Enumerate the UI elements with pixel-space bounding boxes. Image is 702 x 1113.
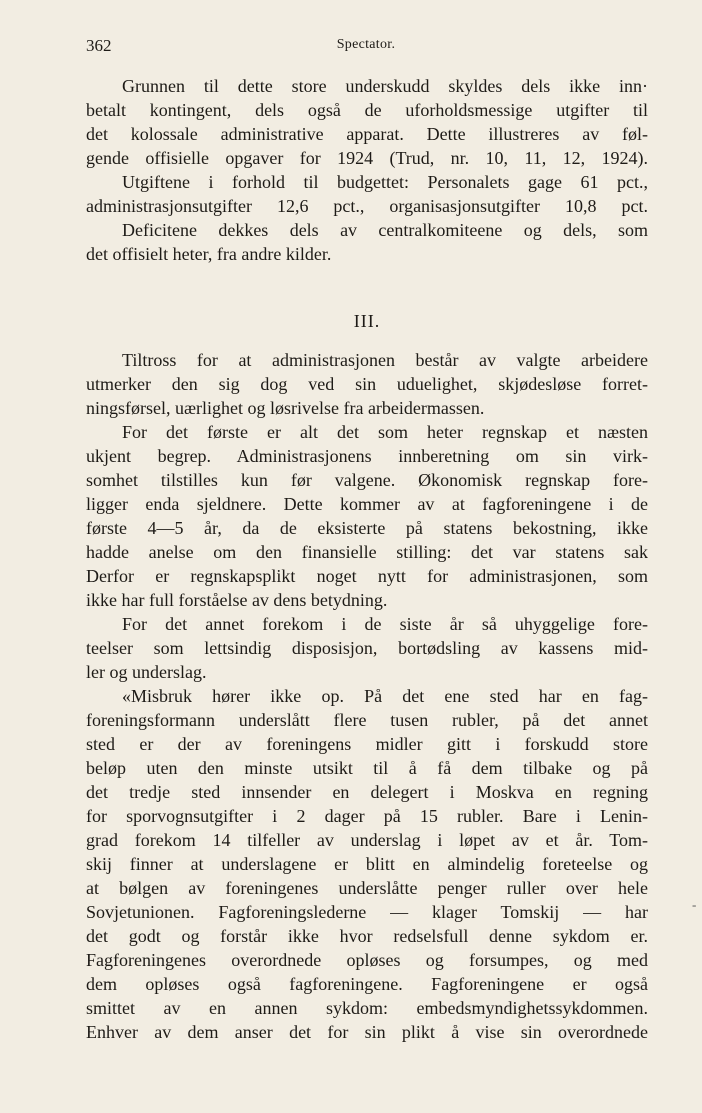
text-line: Tiltross for at administrasjonen består av valgte arbeidere bbox=[122, 350, 648, 370]
text-line: grad forekom 14 tilfeller av underslag i løpet av et år. Tom- bbox=[86, 830, 648, 850]
paragraph bbox=[86, 420, 648, 612]
section-heading: III. bbox=[353, 311, 381, 331]
text-line: «Misbruk hører ikke op. På det ene sted har en fag- bbox=[122, 686, 648, 706]
text-line: beløp uten den minste utsikt til å få dem tilbake og på bbox=[86, 758, 648, 778]
text-line: Enhver av dem anser det for sin plikt å vise sin overordnede bbox=[86, 1022, 648, 1042]
text-line: hadde anelse om den finansielle stilling: det var statens sak bbox=[86, 542, 648, 562]
running-head bbox=[86, 36, 646, 58]
text-line: somhet tilstilles kun før valgene. Økonomisk regnskap fore- bbox=[86, 470, 648, 490]
text-line: teelser som lettsindig disposisjon, bortødsling av kassens mid- bbox=[86, 638, 648, 658]
text-line: Sovjetunionen. Fagforeningslederne — klager Tomskij — har bbox=[86, 902, 648, 922]
margin-dash-mark: - bbox=[692, 897, 697, 912]
text-line: Derfor er regnskapsplikt noget nytt for administrasjonen, som bbox=[86, 566, 648, 586]
text-line: at bølgen av foreningenes underslåtte penger ruller over hele bbox=[86, 878, 648, 898]
paragraph bbox=[86, 74, 648, 266]
text-line: ikke har full forståelse av dens betydning. bbox=[86, 590, 388, 610]
text-line: første 4—5 år, da de eksisterte på statens bekostning, ikke bbox=[86, 518, 648, 538]
section-spacer bbox=[86, 266, 648, 306]
paragraph bbox=[86, 612, 648, 684]
text-line: Fagforeningenes overordnede opløses og forsumpes, og med bbox=[86, 950, 648, 970]
text-line: skij finner at underslagene er blitt en almindelig foreteelse og bbox=[86, 854, 648, 874]
text-line: betalt kontingent, dels også de uforholdsmessige utgifter til bbox=[86, 100, 648, 120]
paragraph bbox=[86, 348, 648, 420]
text-line: Grunnen til dette store underskudd skyldes dels ikke inn· bbox=[122, 76, 648, 96]
text-line: ukjent begrep. Administrasjonens innberetning om sin virk- bbox=[86, 446, 648, 466]
text-line: sted er der av foreningens midler gitt i forskudd store bbox=[86, 734, 648, 754]
text-line: ler og underslag. bbox=[86, 662, 207, 682]
text-line: det offisielt heter, fra andre kilder. bbox=[86, 244, 332, 264]
text-line: foreningsformann underslått flere tusen rubler, på det annet bbox=[86, 710, 648, 730]
text-line: administrasjonsutgifter 12,6 pct., organisasjonsutgifter 10,8 pct. bbox=[86, 196, 648, 216]
text-line: det godt og forstår ikke hvor redselsfull denne sykdom er. bbox=[86, 926, 648, 946]
text-line: det tredje sted innsender en delegert i Moskva en regning bbox=[86, 782, 648, 802]
body-text bbox=[86, 74, 648, 1044]
text-line: For det første er alt det som heter regnskap et næsten bbox=[122, 422, 648, 442]
text-line: det kolossale administrative apparat. Dette illustreres av føl- bbox=[86, 124, 648, 144]
text-line: ligger enda sjeldnere. Dette kommer av at fagforeningene i de bbox=[86, 494, 648, 514]
text-line: For det annet forekom i de siste år så uhyggelige fore- bbox=[122, 614, 648, 634]
text-line: smittet av en annen sykdom: embedsmyndighetssykdommen. bbox=[86, 998, 648, 1018]
running-title: Spectator. bbox=[336, 37, 396, 52]
paragraph bbox=[86, 684, 648, 1044]
text-line: dem opløses også fagforeningene. Fagforeningene er også bbox=[86, 974, 648, 994]
text-line: Deficitene dekkes dels av centralkomiteene og dels, som bbox=[122, 220, 648, 240]
text-line: utmerker den sig dog ved sin uduelighet, skjødesløse forret- bbox=[86, 374, 648, 394]
text-line: gende offisielle opgaver for 1924 (Trud, nr. 10, 11, 12, 1924). bbox=[86, 148, 648, 168]
text-line: Utgiftene i forhold til budgettet: Personalets gage 61 pct., bbox=[122, 172, 648, 192]
text-line: for sporvognsutgifter i 2 dager på 15 rubler. Bare i Lenin- bbox=[86, 806, 648, 826]
page-number: 362 bbox=[86, 36, 112, 55]
text-line: ningsførsel, uærlighet og løsrivelse fra arbeidermassen. bbox=[86, 398, 485, 418]
